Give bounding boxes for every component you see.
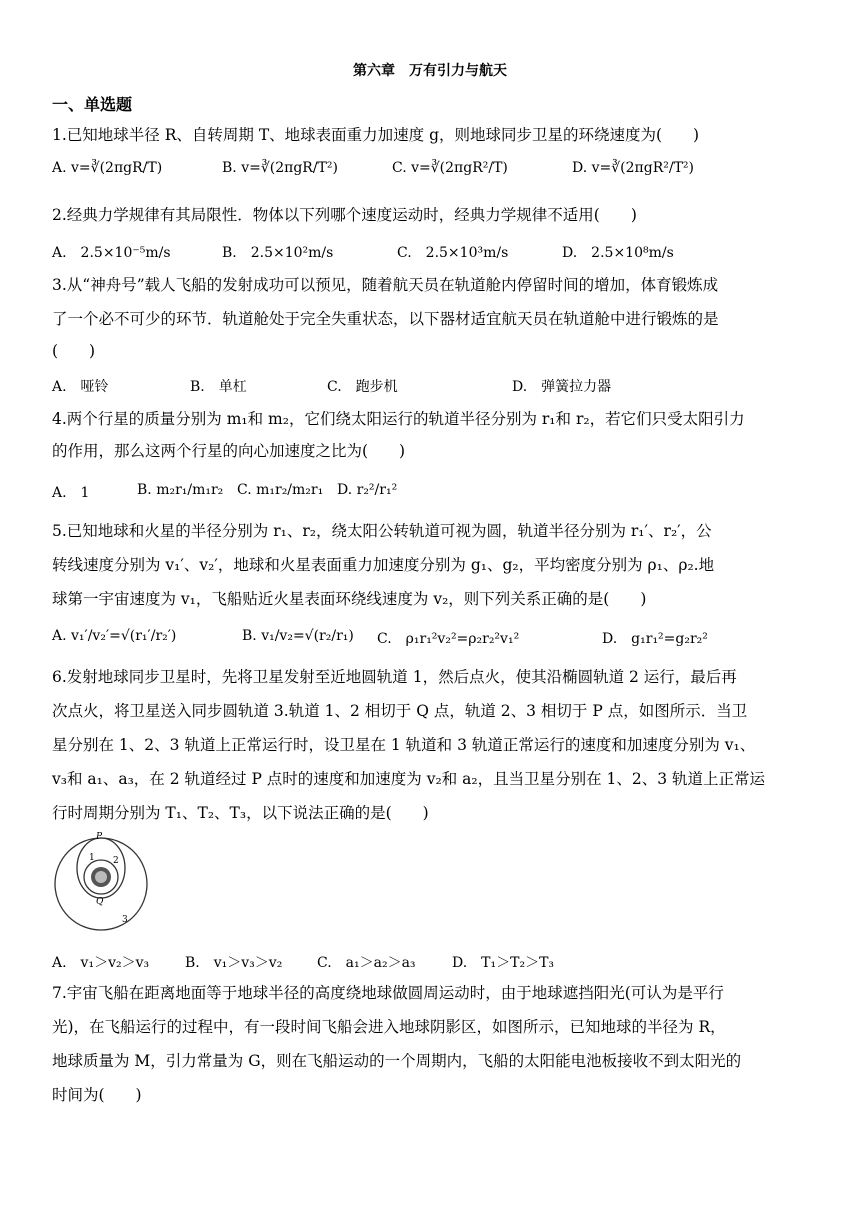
q5-option-b[interactable]: B. v₁/v₂=√(r₂/r₁)	[242, 628, 354, 644]
section-heading: 一、单选题	[52, 95, 133, 114]
q3-option-b[interactable]: B. 单杠	[190, 379, 247, 395]
q7-line-1: 7.宇宙飞船在距离地面等于地球半径的高度绕地球做圆周运动时，由于地球遮挡阳光(可认为是平行	[52, 984, 724, 1002]
label-orbit-1: 1	[89, 853, 95, 863]
q3-line-3: ( )	[52, 342, 96, 360]
orbit-diagram	[52, 832, 152, 932]
q6-line-3: 星分别在 1、2、3 轨道上正常运行时，设卫星在 1 轨道和 3 轨道正常运行的速度和加速度分别为 v₁、	[52, 736, 756, 754]
q7-line-4: 时间为( )	[52, 1086, 142, 1104]
q3-option-d[interactable]: D. 弹簧拉力器	[512, 379, 612, 395]
q1-option-d[interactable]: D. v=∛(2πgR²/T²)	[572, 160, 695, 176]
q2-option-c[interactable]: C. 2.5×10³m/s	[397, 245, 509, 261]
q5-line-2: 转线速度分别为 v₁′、v₂′，地球和火星表面重力加速度分别为 g₁、g₂，平均密度分别为 ρ₁、ρ₂.地	[52, 556, 715, 574]
q4-option-a[interactable]: A. 1	[52, 485, 90, 501]
q7-line-3: 地球质量为 M，引力常量为 G，则在飞船运动的一个周期内，飞船的太阳能电池板接收不到太阳光的	[52, 1052, 742, 1070]
q1-option-b[interactable]: B. v=∛(2πgR/T²)	[222, 160, 338, 176]
q1-stem: 1.已知地球半径 R、自转周期 T、地球表面重力加速度 g，则地球同步卫星的环绕速度为( )	[52, 126, 700, 144]
q5-option-c[interactable]: C. ρ₁r₁²v₂²=ρ₂r₂²v₁²	[377, 631, 520, 647]
q4-option-c[interactable]: C. m₁r₂/m₂r₁	[237, 482, 324, 498]
q3-option-a[interactable]: A. 哑铃	[52, 379, 109, 395]
label-orbit-3: 3	[122, 915, 128, 925]
q6-line-2: 次点火，将卫星送入同步圆轨道 3.轨道 1、2 相切于 Q 点，轨道 2、3 相切于 P 点，如图所示．当卫	[52, 702, 748, 720]
q6-option-c[interactable]: C. a₁＞a₂＞a₃	[317, 955, 416, 971]
q5-option-a[interactable]: A. v₁′/v₂′=√(r₁′/r₂′)	[52, 628, 177, 644]
q6-line-4: v₃和 a₁、a₃，在 2 轨道经过 P 点时的速度和加速度为 v₂和 a₂，且当卫星分别在 1、2、3 轨道上正常运	[52, 770, 766, 788]
q4-option-b[interactable]: B. m₂r₁/m₁r₂	[137, 482, 224, 498]
q2-option-d[interactable]: D. 2.5×10⁸m/s	[562, 245, 674, 261]
q2-option-a[interactable]: A. 2.5×10⁻⁵m/s	[52, 245, 171, 261]
q6-option-b[interactable]: B. v₁＞v₃＞v₂	[185, 955, 283, 971]
q5-line-3: 球第一宇宙速度为 v₁，飞船贴近火星表面环绕线速度为 v₂，则下列关系正确的是( )	[52, 590, 647, 608]
q7-line-2: 光)，在飞船运行的过程中，有一段时间飞船会进入地球阴影区，如图所示，已知地球的半径为 R，	[52, 1018, 726, 1036]
label-q: Q	[96, 897, 104, 907]
q6-option-a[interactable]: A. v₁＞v₂＞v₃	[52, 955, 150, 971]
q5-option-d[interactable]: D. g₁r₁²=g₂r₂²	[602, 631, 708, 647]
q3-line-1: 3.从“神舟号”载人飞船的发射成功可以预见，随着航天员在轨道舱内停留时间的增加，体育锻炼成	[52, 276, 719, 294]
q4-line-2: 的作用，那么这两个行星的向心加速度之比为( )	[52, 442, 406, 460]
q6-line-1: 6.发射地球同步卫星时，先将卫星发射至近地圆轨道 1，然后点火，使其沿椭圆轨道 2 运行，最后再	[52, 668, 737, 686]
q4-line-1: 4.两个行星的质量分别为 m₁和 m₂，它们绕太阳运行的轨道半径分别为 r₁和 r₂，若它们只受太阳引力	[52, 410, 745, 428]
earth-highlight	[95, 871, 107, 883]
q1-option-c[interactable]: C. v=∛(2πgR²/T)	[392, 160, 508, 176]
label-p: P	[96, 832, 103, 842]
page-title: 第六章 万有引力与航天	[353, 63, 507, 79]
q2-stem: 2.经典力学规律有其局限性．物体以下列哪个速度运动时，经典力学规律不适用( )	[52, 206, 637, 224]
label-orbit-2: 2	[113, 856, 119, 866]
q5-line-1: 5.已知地球和火星的半径分别为 r₁、r₂，绕太阳公转轨道可视为圆，轨道半径分别为 r₁′、r₂′，公	[52, 522, 712, 540]
q1-option-a[interactable]: A. v=∛(2πgR/T)	[52, 160, 163, 176]
q4-option-d[interactable]: D. r₂²/r₁²	[337, 482, 398, 498]
q6-option-d[interactable]: D. T₁＞T₂＞T₃	[452, 955, 555, 971]
q3-line-2: 了一个必不可少的环节．轨道舱处于完全失重状态，以下器材适宜航天员在轨道舱中进行锻炼的是	[52, 310, 719, 328]
q6-line-5: 行时周期分别为 T₁、T₂、T₃，以下说法正确的是( )	[52, 804, 429, 822]
q3-option-c[interactable]: C. 跑步机	[327, 379, 398, 395]
q2-option-b[interactable]: B. 2.5×10²m/s	[222, 245, 334, 261]
